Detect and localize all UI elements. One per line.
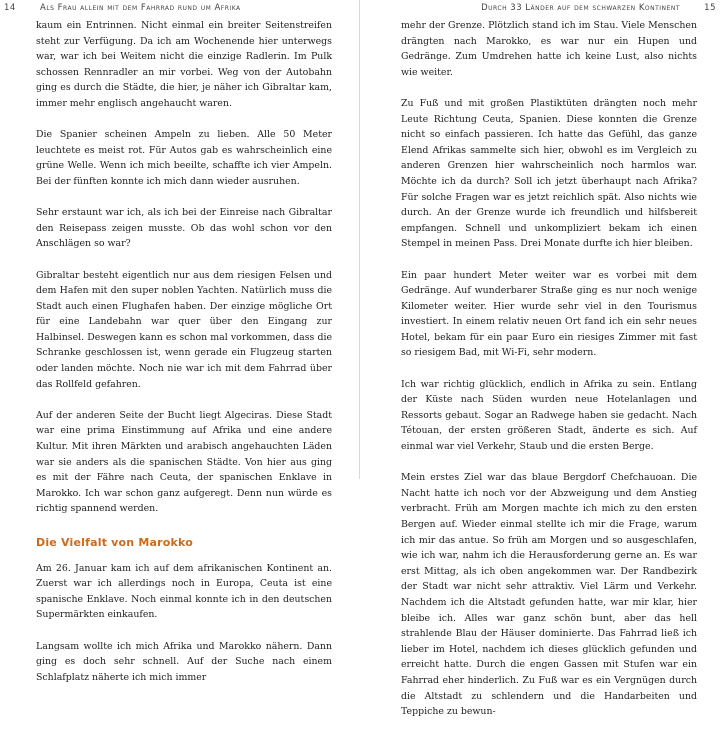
left-page-header <box>0 3 360 15</box>
paragraph: Sehr erstaunt war ich, als ich bei der Einreise nach Gibraltar den Reisepass zeigen musste. Ob das wohl schon vor den Anschlägen so war? <box>36 207 332 250</box>
right-text-column <box>401 18 697 735</box>
paragraph: mehr der Grenze. Plötzlich stand ich im Stau. Viele Menschen drängten nach Marokko, es war nur ein Hupen und Gedränge. Zum Umdrehen hatte ich keine Lust, also nichts wie weiter. <box>401 20 697 78</box>
paragraph: Langsam wollte ich mich Afrika und Marokko nähern. Dann ging es doch sehr schnell. Auf der Suche nach einem Schlafplatz näherte ich mich immer <box>36 640 332 683</box>
page-number-left: 14 <box>4 3 16 13</box>
paragraph: Die Spanier scheinen Ampeln zu lieben. Alle 50 Meter leuchtete es meist rot. Für Autos gab es wahrscheinlich eine grüne Welle. Wenn ich mich beeilte, schaffte ich vier Ampeln. Bei der fünften konnte ich mich dann wieder ausruhen. <box>36 129 332 187</box>
right-page <box>360 0 720 718</box>
section-heading: Die Vielfalt von Marokko <box>36 536 194 549</box>
page-number-right: 15 <box>704 3 716 13</box>
paragraph: Mein erstes Ziel war das blaue Bergdorf Chefchauoan. Die Nacht hatte ich noch vor der Abzweigung und dem Anstieg verbracht. Früh am Morgen machte ich mich zu den ersten Bergen auf. Wieder einmal stellte ich mir die Frage, warum ich mir das antue. So früh am Morgen und so ausgeschlafen, wie ich war, nahm ich die Herausforderung gerne an. Es war erst Mittag, als ich oben angekommen war. Der Randbezirk der Stadt war nicht sehr attraktiv. Viel Lärm und Verkehr. Nachdem ich die Altstadt gefunden hatte, war mir klar, hier bleibe ich. Alles war ganz schön bunt, aber das hell strahlende Blau der Häuser dominierte. Das Fahrrad ließ ich lieber im Hotel, nachdem ich dieses glücklich gefunden und erreicht hatte. Durch die engen Gassen mit Stufen war ein Fahrrad eher hinderlich. Zu Fuß war es ein Vergnügen durch die Altstadt zu schlendern und die Handarbeiten und Teppiche zu bewun- <box>401 472 697 718</box>
paragraph: Gibraltar besteht eigentlich nur aus dem riesigen Felsen und dem Hafen mit den super noblen Yachten. Natürlich muss die Stadt auch einen Flughafen haben. Der einzige mögliche Ort für eine Landebahn war quer über den Eingang zur Halbinsel. Deswegen kann es schon mal vorkommen, dass die Schranke geschlossen ist, wenn gerade ein Flugzeug starten oder landen möchte. Noch nie war ich mit dem Fahrrad über das Rollfeld gefahren. <box>36 269 332 390</box>
running-head-right: Durch 33 Länder auf dem schwarzen Kontinent <box>481 3 680 13</box>
left-page <box>0 0 360 683</box>
paragraph: Am 26. Januar kam ich auf dem afrikanischen Kontinent an. Zuerst war ich allerdings noch in Europa, Ceuta ist eine spanische Enklave. Noch einmal konnte ich in den deutschen Supermärkten einkaufen. <box>36 562 332 621</box>
paragraph: Ein paar hundert Meter weiter war es vorbei mit dem Gedränge. Auf wunderbarer Straße ging es nur noch wenige Kilometer weiter. Hier wurde sehr viel in den Tourismus investiert. In einem relativ neuen Ort fand ich ein sehr neues Hotel, bekam für ein paar Euro ein riesiges Zimmer mit fast so riesigem Bad, mit Wi-Fi, sehr modern. <box>401 269 697 359</box>
paragraph: Auf der anderen Seite der Bucht liegt Algeciras. Diese Stadt war eine prima Einstimmung auf Afrika und eine andere Kultur. Mit ihren Märkten und arabisch angehauchten Läden war sie anders als die spanischen Städte. Von hier aus ging es mit der Fähre nach Ceuta, der spanischen Enklave in Marokko. Ich war schon ganz aufgeregt. Denn nun würde es richtig spannend werden. <box>36 409 332 515</box>
left-text-column <box>36 18 332 701</box>
running-head-left: Als Frau allein mit dem Fahrrad rund um Afrika <box>40 3 241 13</box>
paragraph: kaum ein Entrinnen. Nicht einmal ein breiter Seitenstreifen steht zur Verfügung. Da ich am Wochenende hier unterwegs war, war ich bei Weitem nicht die einzige Radlerin. Im Pulk schossen Rennradler an mir vorbei. Weg von der Autobahn ging es durch die Städte, die hier, je näher ich Gibraltar kam, immer mehr englisch angehaucht waren. <box>36 20 332 109</box>
right-page-header <box>360 3 720 15</box>
paragraph: Ich war richtig glücklich, endlich in Afrika zu sein. Entlang der Küste nach Süden wurden neue Hotelanlagen und Ressorts gebaut. Sogar an Radwege haben sie gedacht. Nach Tétouan, der ersten größeren Stadt, änderte es sich. Auf einmal war viel Verkehr, Staub und die ersten Berge. <box>401 378 697 453</box>
paragraph: Zu Fuß und mit großen Plastiktüten drängten noch mehr Leute Richtung Ceuta, Spanien. Diese konnten die Grenze nicht so einfach passieren. Ich hatte das Gefühl, das ganze Elend Afrikas sammelte sich hier, obwohl es im Vergleich zu anderen Grenzen hier wahrscheinlich noch harmlos war. Möchte ich da durch? Soll ich jetzt überhaupt nach Afrika? Für solche Fragen war es jetzt reichlich spät. Also nichts wie durch. An der Grenze wurde ich freundlich und hilfsbereit empfangen. Schnell und unkompliziert bekam ich einen Stempel in meinen Pass. Drei Monate durfte ich hier bleiben. <box>401 97 697 250</box>
